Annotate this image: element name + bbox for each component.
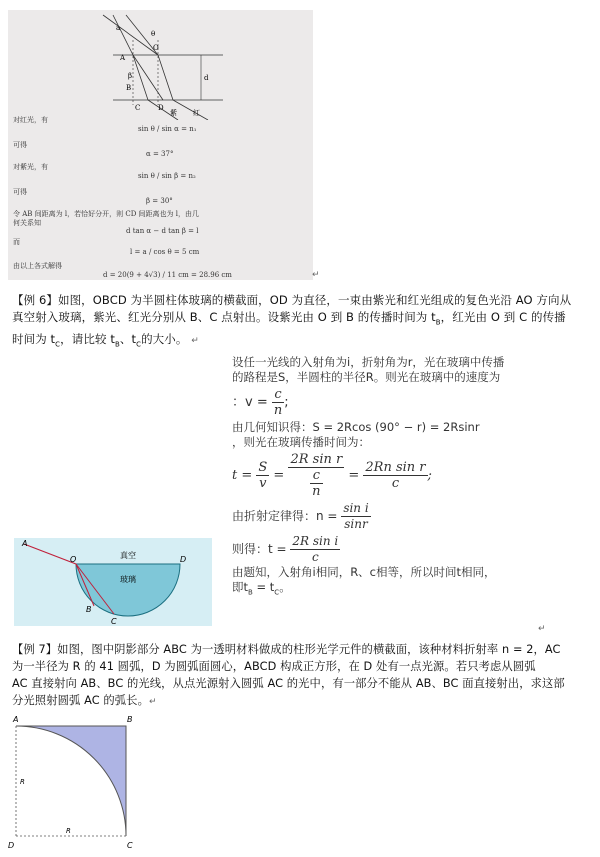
sol6-line-2: 的路程是S，半圆柱的半径R。则光在玻璃中的速度为	[232, 370, 501, 384]
fig7-label-B: B	[127, 715, 133, 724]
fig7-label-C: C	[127, 841, 133, 850]
quarter-circle-figure	[6, 712, 136, 854]
example-6-solution	[232, 355, 572, 600]
fig6-label-C: C	[111, 617, 117, 626]
fig-label-C: C	[135, 104, 141, 112]
sol6-final: 即$t_B = t_C$。	[232, 580, 291, 597]
fig-label-D: D	[158, 104, 164, 112]
sol6-snell: 由折射定律得：n = $\frac{\text{sin i}}{\sin r}$	[232, 501, 369, 531]
sol6-time-intro: ，则光在玻璃传播时间为：	[232, 435, 370, 449]
fig6-label-A: A	[22, 539, 28, 548]
fig-label-beta: β	[128, 72, 133, 80]
fig-label-theta: θ	[151, 30, 156, 38]
sol6-conclusion: 由题知，入射角i相同，R、c相等，所以时间t相同，	[232, 565, 496, 579]
ex6-line-3: 时间为 $t_C$，请比较 $t_B$、$t_C$的大小。 ↵	[12, 332, 199, 349]
fig6-label-vacuum: 真空	[120, 551, 136, 560]
fig7-label-D: D	[8, 841, 15, 850]
fig7-label-R-horizontal: R	[66, 827, 71, 835]
scan-line-4: α = 37°	[146, 150, 174, 158]
ex7-line-3: AC 直接射向 AB、BC 的光线，从点光源射入圆弧 AC 的光中，有一部分不能从 AB、BC 面直接射出，求这部	[12, 677, 565, 690]
sol6-result: 则得：t = $\frac{\text{2R sin i}}{c}$	[232, 534, 339, 564]
scan-line-11: d tan α − d tan β = l	[126, 227, 199, 235]
ex7-line-4: 分光照射圆弧 AC 的弧长。↵	[12, 694, 157, 707]
fig-label-zi: 紫	[170, 109, 177, 117]
fig-label-a: a	[116, 24, 121, 32]
example-6-text	[12, 292, 600, 354]
scan-line-15: d = 20(9 + 4√3) / 11 cm = 28.96 cm	[103, 271, 232, 279]
return-mark: ↵	[312, 270, 320, 280]
fig7-label-R-vertical: R	[20, 778, 25, 786]
scan-line-2: sin θ / sin α = n₁	[138, 125, 197, 133]
fig6-label-D: D	[180, 555, 187, 564]
fig-label-B: B	[126, 84, 132, 92]
fig6-label-B: B	[86, 605, 92, 614]
sol6-velocity: ：v = $\frac{c}{n}$ ;	[232, 387, 289, 418]
example-7-text	[12, 641, 600, 711]
fig6-label-O: O	[70, 555, 77, 564]
ex6-line-2: 真空射入玻璃，紫光、红光分别从 B、C 点射出。设紫光由 O 到 B 的传播时间为 $t_B$，红光由 O 到 C 的传播	[12, 310, 566, 327]
scan-line-8: β = 30°	[146, 197, 173, 205]
semicircle-glass-figure	[14, 534, 214, 629]
ex7-line-2: 为一半径为 R 的 41 圆弧，D 为圆弧面圆心，ABCD 构成正方形，在 D 处有一点光源。若只考虑从圆弧	[12, 660, 536, 673]
sol6-line-1: 设任一光线的入射角为i，折射角为r，光在玻璃中传播	[232, 355, 505, 369]
scan-line-7: 可得	[13, 188, 27, 196]
fig7-label-A: A	[13, 715, 19, 724]
ex6-line-1: 【例 6】如图，OBCD 为半圆柱体玻璃的横截面，OD 为直径，一束由紫光和红光组成的复色光沿 AO 方向从	[12, 293, 572, 307]
scan-line-14: 由以上各式解得	[13, 262, 62, 270]
fig-label-A: A	[120, 54, 126, 62]
sol6-path-length: 由几何知识得：S = 2Rcos (90° − r) = 2Rsinr	[232, 420, 480, 434]
scan-line-10: 何关系知	[13, 219, 41, 227]
scan-line-9: 令 AB 间距离为 l，若恰好分开，则 CD 间距离也为 l，由几	[13, 210, 199, 218]
return-mark: ↵	[538, 624, 546, 634]
fig-label-d: d	[204, 74, 209, 82]
refraction-diagram	[8, 10, 313, 120]
ex7-line-1: 【例 7】如图，图中阴影部分 ABC 为一透明材料做成的柱形光学元件的横截面，该种材料折射率 n = 2，AC	[12, 643, 561, 656]
fig-label-O: O	[153, 44, 159, 52]
fig-label-hong: 红	[193, 109, 200, 117]
scan-line-5: 对紫光，有	[13, 163, 48, 171]
scan-line-1: 对红光，有	[13, 116, 48, 124]
fig6-label-glass: 玻璃	[120, 575, 136, 584]
scan-line-6: sin θ / sin β = n₂	[138, 172, 196, 180]
scan-line-3: 可得	[13, 141, 27, 149]
scan-line-13: l = a / cos θ = 5 cm	[130, 248, 200, 256]
scanned-solution-image	[8, 10, 313, 280]
sol6-time-formula: t = $\frac{S}{v}$ = $\frac{\text{2R sin r}}{\frac{c}{n}}$ = $\frac{\text{2Rn sin r}}{c}$ ;	[232, 452, 432, 499]
scan-line-12: 而	[13, 238, 20, 246]
